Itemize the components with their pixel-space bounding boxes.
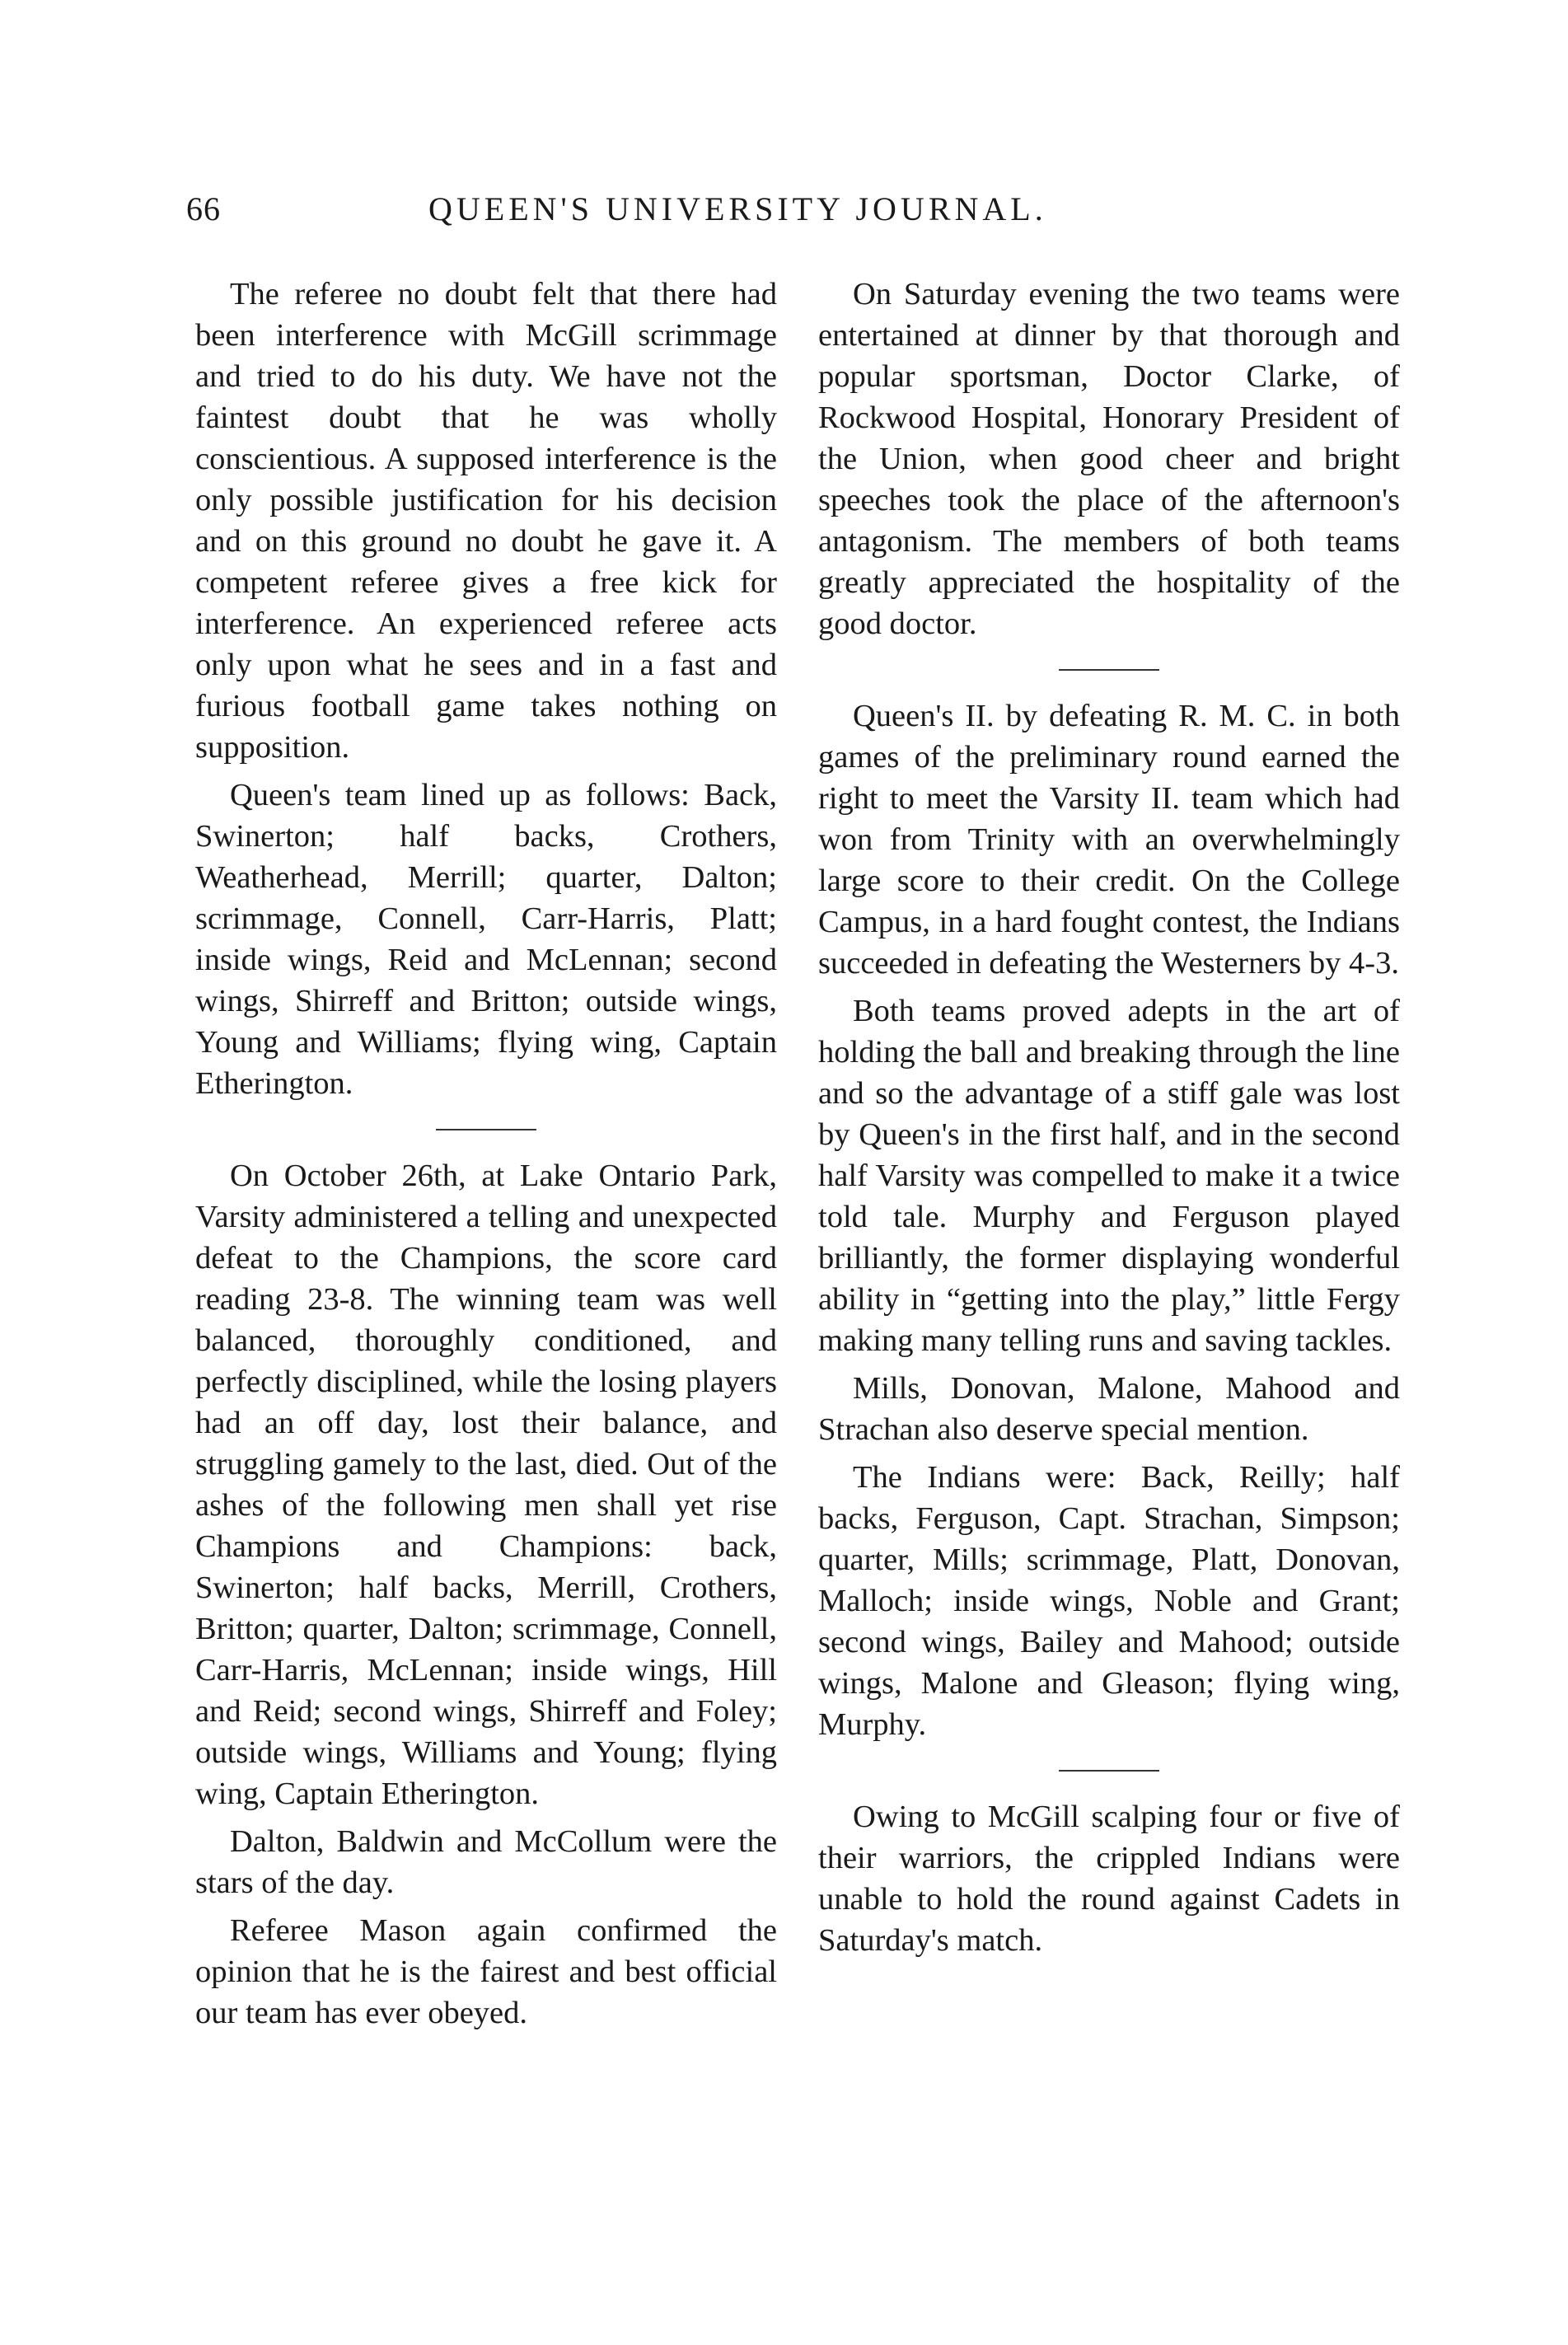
paragraph-referee: The referee no doubt felt that there had been interference with McGill scrimmage and tried to do his duty. We have not the faintest doubt that he was wholly conscientious. A supposed interference is the only possible justification for his decision and on this ground no doubt he gave it. A competent referee gives a free kick for interference. An experienced referee acts only upon what he sees and in a fast and furious football game takes nothing on supposition. — [195, 277, 777, 765]
paragraph-stars: Dalton, Baldwin and McCollum were the stars of the day. — [195, 1824, 777, 1900]
paragraph-mcgill-scalping: Owing to McGill scalping four or five of their warriors, the crippled Indians were unable to hold the round against Cadets in Saturday's match. — [818, 1800, 1400, 1958]
page-number: 66 — [186, 190, 221, 227]
paragraph-dinner: On Saturday evening the two teams were entertained at dinner by that thorough and popular sportsman, Doctor Clarke, of Rockwood Hospital, Honorary President of the Union, when good cheer and bright speeches took the place of the afternoon's antagonism. The members of both teams greatly appreciated the hospitality of the good doctor. — [818, 277, 1400, 641]
section-divider — [1059, 669, 1159, 671]
paragraph-queens-lineup: Queen's team lined up as follows: Back, Swinerton; half backs, Crothers, Weatherhead, Merrill; quarter, Dalton; scrimmage, Connell, Carr-Harris, Platt; inside wings, Reid and McLennan; second wings, Shirreff and Britton; outside wings, Young and Williams; flying wing, Captain Etherington. — [195, 778, 777, 1101]
section-divider — [436, 1129, 536, 1130]
section-divider — [1059, 1770, 1159, 1772]
paragraph-queens-ii: Queen's II. by defeating R. M. C. in both games of the preliminary round earned the right to meet the Varsity II. team which had won from Trinity with an overwhelmingly large score to their credit. On the College Campus, in a hard fought contest, the Indians succeeded in defeating the Westerners by 4-3. — [818, 699, 1400, 981]
left-column — [195, 274, 777, 2040]
right-column — [818, 274, 1400, 1968]
paragraph-indians-lineup: The Indians were: Back, Reilly; half backs, Ferguson, Capt. Strachan, Simpson; quarter, Mills; scrimmage, Platt, Donovan, Malloch; inside wings, Noble and Grant; second wings, Bailey and Mahood; outside wings, Malone and Gleason; flying wing, Murphy. — [818, 1460, 1400, 1742]
paragraph-varsity-game: On October 26th, at Lake Ontario Park, Varsity administered a telling and unexpected defeat to the Champions, the score card reading 23-8. The winning team was well balanced, thoroughly conditioned, and perfectly disciplined, while the losing players had an off day, lost their balance, and struggling gamely to the last, died. Out of the ashes of the following men shall yet rise Champions and Champions: back, Swinerton; half backs, Merrill, Crothers, Britton; quarter, Dalton; scrimmage, Connell, Carr-Harris, McLennan; inside wings, Hill and Reid; second wings, Shirreff and Foley; outside wings, Williams and Young; flying wing, Captain Etherington. — [195, 1158, 777, 1811]
paragraph-special-mention: Mills, Donovan, Malone, Mahood and Strachan also deserve special mention. — [818, 1371, 1400, 1447]
paragraph-both-teams: Both teams proved adepts in the art of holding the ball and breaking through the line and so the advantage of a stiff gale was lost by Queen's in the first half, and in the second half Varsity was compelled to make it a twice told tale. Murphy and Ferguson played brilliantly, the former displaying wonderful ability in “getting into the play,” little Fergy making many telling runs and saving tackles. — [818, 994, 1400, 1358]
running-head: QUEEN'S UNIVERSITY JOURNAL. — [428, 190, 1047, 227]
paragraph-referee-mason: Referee Mason again confirmed the opinion that he is the fairest and best official our team has ever obeyed. — [195, 1913, 777, 2030]
